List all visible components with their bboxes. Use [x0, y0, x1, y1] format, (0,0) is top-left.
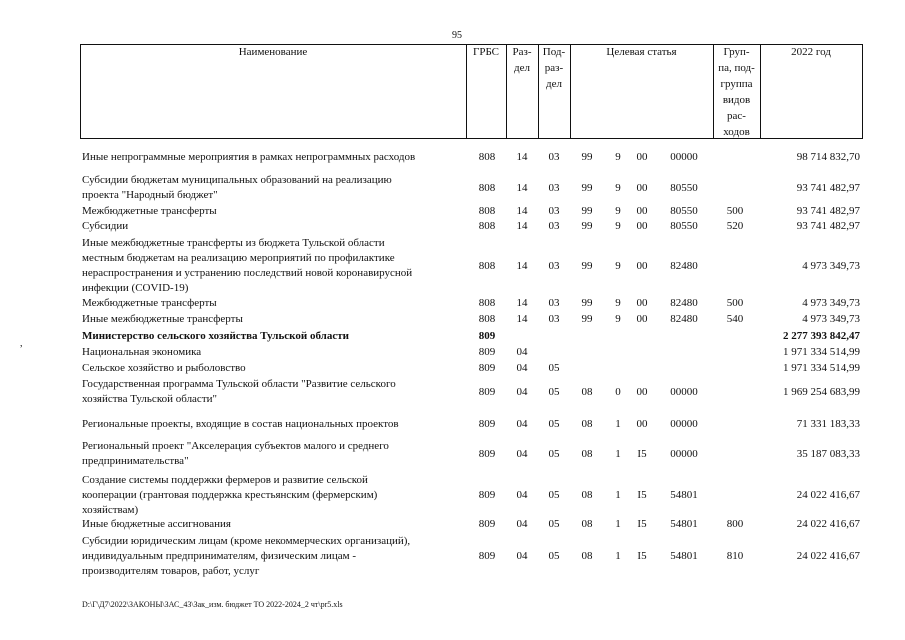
grbs-cell: 809 [478, 489, 496, 501]
table-row [0, 204, 905, 219]
grbs-cell: 809 [478, 330, 496, 342]
row-name-line: Иные непрограммные мероприятия в рамках непрограммных расходов [82, 151, 416, 163]
header-border [862, 44, 863, 139]
target-subprogram-cell: 1 [615, 550, 621, 562]
target-direction-cell: 54801 [670, 550, 698, 562]
grbs-cell: 808 [478, 181, 496, 194]
header-target: Целевая статья [606, 46, 677, 58]
amount-cell: 71 331 183,33 [796, 418, 860, 430]
razdel-cell: 14 [516, 313, 528, 325]
table-row [0, 417, 905, 432]
target-direction-cell: 80550 [670, 205, 698, 217]
razdel-cell: 04 [516, 385, 528, 398]
target-direction-cell: 54801 [670, 489, 698, 501]
target-subprogram-cell: 9 [615, 297, 621, 309]
amount-cell: 35 187 083,33 [796, 447, 860, 460]
target-program-cell: 99 [581, 297, 593, 309]
amount-cell: 93 741 482,97 [796, 205, 860, 217]
expense-type-cell: 520 [726, 220, 744, 232]
grbs-cell: 809 [478, 385, 496, 398]
grbs-cell: 809 [478, 518, 496, 530]
target-event-cell: 00 [636, 220, 648, 232]
row-name-line: нераспространения и устранению последствий новой коронавирусной [82, 267, 413, 279]
target-event-cell: I5 [637, 447, 647, 460]
expense-type-cell: 500 [726, 205, 744, 217]
target-program-cell: 99 [581, 181, 593, 194]
row-name [82, 173, 467, 203]
table-row [0, 219, 905, 234]
target-direction-cell: 00000 [670, 447, 698, 460]
amount-cell: 93 741 482,97 [796, 220, 860, 232]
amount-cell: 4 973 349,73 [802, 313, 860, 325]
razdel-cell: 04 [516, 518, 528, 530]
header-podrazdel-line: раз- [544, 62, 564, 74]
row-name-line: кооперации (грантовая поддержка крестьянским (фермерским) [82, 489, 378, 501]
grbs-cell: 808 [478, 151, 496, 163]
table-row [0, 473, 905, 518]
row-name [82, 150, 467, 165]
target-subprogram-cell: 1 [615, 418, 621, 430]
target-event-cell: 00 [636, 418, 648, 430]
amount-cell: 4 973 349,73 [802, 259, 860, 272]
target-subprogram-cell: 1 [615, 489, 621, 501]
podrazdel-cell: 03 [548, 151, 560, 163]
expense-type-cell: 500 [726, 297, 744, 309]
grbs-cell: 808 [478, 313, 496, 325]
target-direction-cell: 00000 [670, 418, 698, 430]
razdel-cell: 14 [516, 181, 528, 194]
row-name [82, 439, 467, 469]
target-subprogram-cell: 9 [615, 151, 621, 163]
row-name [82, 517, 467, 532]
row-name-line: Создание системы поддержки фермеров и развитие сельской [82, 474, 368, 486]
target-direction-cell: 82480 [670, 313, 698, 325]
target-program-cell: 08 [581, 550, 593, 562]
header-razdel [506, 44, 538, 76]
expense-type-cell: 540 [726, 313, 744, 325]
table-row [0, 236, 905, 296]
header-vr-line: ходов [723, 126, 750, 138]
header-razdel-line: дел [514, 62, 530, 74]
target-subprogram-cell: 9 [615, 205, 621, 217]
header-vr [713, 44, 760, 140]
grbs-cell: 808 [478, 205, 496, 217]
razdel-cell: 04 [516, 418, 528, 430]
row-name [82, 296, 467, 311]
podrazdel-cell: 03 [548, 220, 560, 232]
header-name: Наименование [238, 46, 308, 58]
page-number: 95 [452, 30, 462, 41]
grbs-cell: 809 [478, 346, 496, 358]
row-name [82, 236, 467, 296]
row-name [82, 219, 467, 234]
target-subprogram-cell: 9 [615, 181, 621, 194]
row-name-line: Субсидии юридическим лицам (кроме некоммерческих организаций), [82, 535, 411, 547]
target-event-cell: 00 [636, 313, 648, 325]
row-name-line: производителям товаров, работ, услуг [82, 565, 260, 577]
grbs-cell: 809 [478, 418, 496, 430]
file-path-footer: D:\Г\Д7\2022\ЗАКОНЫ\ЗАС_43\Зак_изм. бюджет ТО 2022-2024_2 чт\pr5.xls [82, 600, 343, 609]
table-row [0, 312, 905, 327]
target-subprogram-cell: 9 [615, 220, 621, 232]
row-name-line: Министерство сельского хозяйства Тульской области [82, 330, 349, 342]
row-name-line: предпринимательства" [82, 455, 189, 467]
podrazdel-cell: 03 [548, 313, 560, 325]
expense-type-cell: 810 [726, 550, 744, 562]
target-direction-cell: 00000 [670, 385, 698, 398]
razdel-cell: 04 [516, 362, 528, 374]
podrazdel-cell: 03 [548, 205, 560, 217]
podrazdel-cell: 05 [548, 447, 560, 460]
target-direction-cell: 80550 [670, 181, 698, 194]
table-row [0, 345, 905, 360]
row-name-line: инфекции (COVID-19) [82, 282, 189, 294]
target-event-cell: 00 [636, 181, 648, 194]
target-program-cell: 99 [581, 259, 593, 272]
row-name-line: Иные межбюджетные трансферты из бюджета Тульской области [82, 237, 385, 249]
header-podrazdel-line: Под- [542, 46, 566, 58]
target-direction-cell: 82480 [670, 259, 698, 272]
amount-cell: 1 971 334 514,99 [783, 346, 860, 358]
header-podrazdel [538, 44, 570, 92]
target-program-cell: 99 [581, 205, 593, 217]
razdel-cell: 14 [516, 151, 528, 163]
table-row [0, 296, 905, 311]
row-name-line: Сельское хозяйство и рыболовство [82, 362, 246, 374]
razdel-cell: 04 [516, 489, 528, 501]
row-name [82, 345, 467, 360]
podrazdel-cell: 05 [548, 362, 560, 374]
row-name-line: Национальная экономика [82, 346, 202, 358]
amount-cell: 93 741 482,97 [796, 181, 860, 194]
margin-mark: , [20, 338, 23, 349]
target-event-cell: 00 [636, 151, 648, 163]
target-program-cell: 08 [581, 447, 593, 460]
row-name-line: Межбюджетные трансферты [82, 297, 217, 309]
target-event-cell: I5 [637, 550, 647, 562]
row-name-line: хозяйствам) [82, 504, 139, 516]
amount-cell: 2 277 393 842,47 [783, 330, 860, 342]
target-event-cell: 00 [636, 205, 648, 217]
row-name [82, 534, 467, 579]
header-vr-line: видов [722, 94, 751, 106]
grbs-cell: 809 [478, 362, 496, 374]
target-program-cell: 99 [581, 220, 593, 232]
target-subprogram-cell: 9 [615, 259, 621, 272]
amount-cell: 4 973 349,73 [802, 297, 860, 309]
target-program-cell: 99 [581, 151, 593, 163]
row-name [82, 377, 467, 407]
razdel-cell: 14 [516, 259, 528, 272]
row-name-line: проекта "Народный бюджет" [82, 189, 218, 201]
row-name-line: Иные бюджетные ассигнования [82, 518, 231, 530]
podrazdel-cell: 05 [548, 550, 560, 562]
podrazdel-cell: 03 [548, 181, 560, 194]
header-razdel-line: Раз- [512, 46, 532, 58]
table-row [0, 329, 905, 344]
target-event-cell: I5 [637, 518, 647, 530]
target-direction-cell: 82480 [670, 297, 698, 309]
row-name-line: Субсидии бюджетам муниципальных образований на реализацию [82, 174, 392, 186]
podrazdel-cell: 03 [548, 297, 560, 309]
amount-cell: 24 022 416,67 [796, 489, 860, 501]
grbs-cell: 808 [478, 259, 496, 272]
podrazdel-cell: 05 [548, 418, 560, 430]
target-program-cell: 99 [581, 313, 593, 325]
row-name-line: Субсидии [82, 220, 129, 232]
table-row [0, 150, 905, 165]
target-program-cell: 08 [581, 489, 593, 501]
target-direction-cell: 80550 [670, 220, 698, 232]
grbs-cell: 808 [478, 297, 496, 309]
target-event-cell: 00 [636, 385, 648, 398]
row-name [82, 361, 467, 376]
row-name-line: Региональные проекты, входящие в состав национальных проектов [82, 418, 399, 430]
target-event-cell: I5 [637, 489, 647, 501]
podrazdel-cell: 05 [548, 385, 560, 398]
podrazdel-cell: 05 [548, 518, 560, 530]
amount-cell: 24 022 416,67 [796, 550, 860, 562]
row-name-line: местным бюджетам на реализацию мероприятий по профилактике [82, 252, 395, 264]
amount-cell: 24 022 416,67 [796, 518, 860, 530]
header-vr-line: рас- [727, 110, 746, 122]
table-row [0, 517, 905, 532]
razdel-cell: 04 [516, 550, 528, 562]
grbs-cell: 809 [478, 550, 496, 562]
razdel-cell: 04 [516, 447, 528, 460]
target-subprogram-cell: 1 [615, 447, 621, 460]
target-direction-cell: 00000 [670, 151, 698, 163]
table-row [0, 439, 905, 469]
row-name-line: хозяйства Тульской области" [82, 393, 218, 405]
razdel-cell: 14 [516, 220, 528, 232]
table-row [0, 361, 905, 376]
row-name [82, 312, 467, 327]
table-row [0, 534, 905, 579]
header-vr-line: па, под- [718, 62, 755, 74]
header-vr-line: Груп- [723, 46, 750, 58]
row-name-line: индивидуальным предпринимателям, физическим лицам - [82, 550, 356, 562]
row-name-line: Иные межбюджетные трансферты [82, 313, 243, 325]
podrazdel-cell: 03 [548, 259, 560, 272]
header-grbs: ГРБС [472, 46, 500, 58]
expense-type-cell: 800 [726, 518, 744, 530]
target-program-cell: 08 [581, 385, 593, 398]
razdel-cell: 04 [516, 346, 528, 358]
razdel-cell: 14 [516, 297, 528, 309]
row-name-line: Межбюджетные трансферты [82, 205, 217, 217]
target-program-cell: 08 [581, 418, 593, 430]
amount-cell: 98 714 832,70 [796, 151, 860, 163]
table-row [0, 173, 905, 203]
target-event-cell: 00 [636, 297, 648, 309]
podrazdel-cell: 05 [548, 489, 560, 501]
grbs-cell: 808 [478, 220, 496, 232]
amount-cell: 1 969 254 683,99 [783, 385, 860, 398]
row-name-line: Государственная программа Тульской области "Развитие сельского [82, 378, 396, 390]
row-name [82, 204, 467, 219]
header-vr-line: группа [720, 78, 753, 90]
row-name [82, 417, 467, 432]
table-row [0, 377, 905, 407]
grbs-cell: 809 [478, 447, 496, 460]
target-event-cell: 00 [636, 259, 648, 272]
target-subprogram-cell: 0 [615, 385, 621, 398]
row-name [82, 329, 467, 344]
target-direction-cell: 54801 [670, 518, 698, 530]
razdel-cell: 14 [516, 205, 528, 217]
target-subprogram-cell: 1 [615, 518, 621, 530]
header-year: 2022 год [791, 46, 831, 58]
amount-cell: 1 971 334 514,99 [783, 362, 860, 374]
header-podrazdel-line: дел [546, 78, 562, 90]
row-name-line: Региональный проект "Акселерация субъектов малого и среднего [82, 440, 389, 452]
target-subprogram-cell: 9 [615, 313, 621, 325]
row-name [82, 473, 467, 518]
target-program-cell: 08 [581, 518, 593, 530]
